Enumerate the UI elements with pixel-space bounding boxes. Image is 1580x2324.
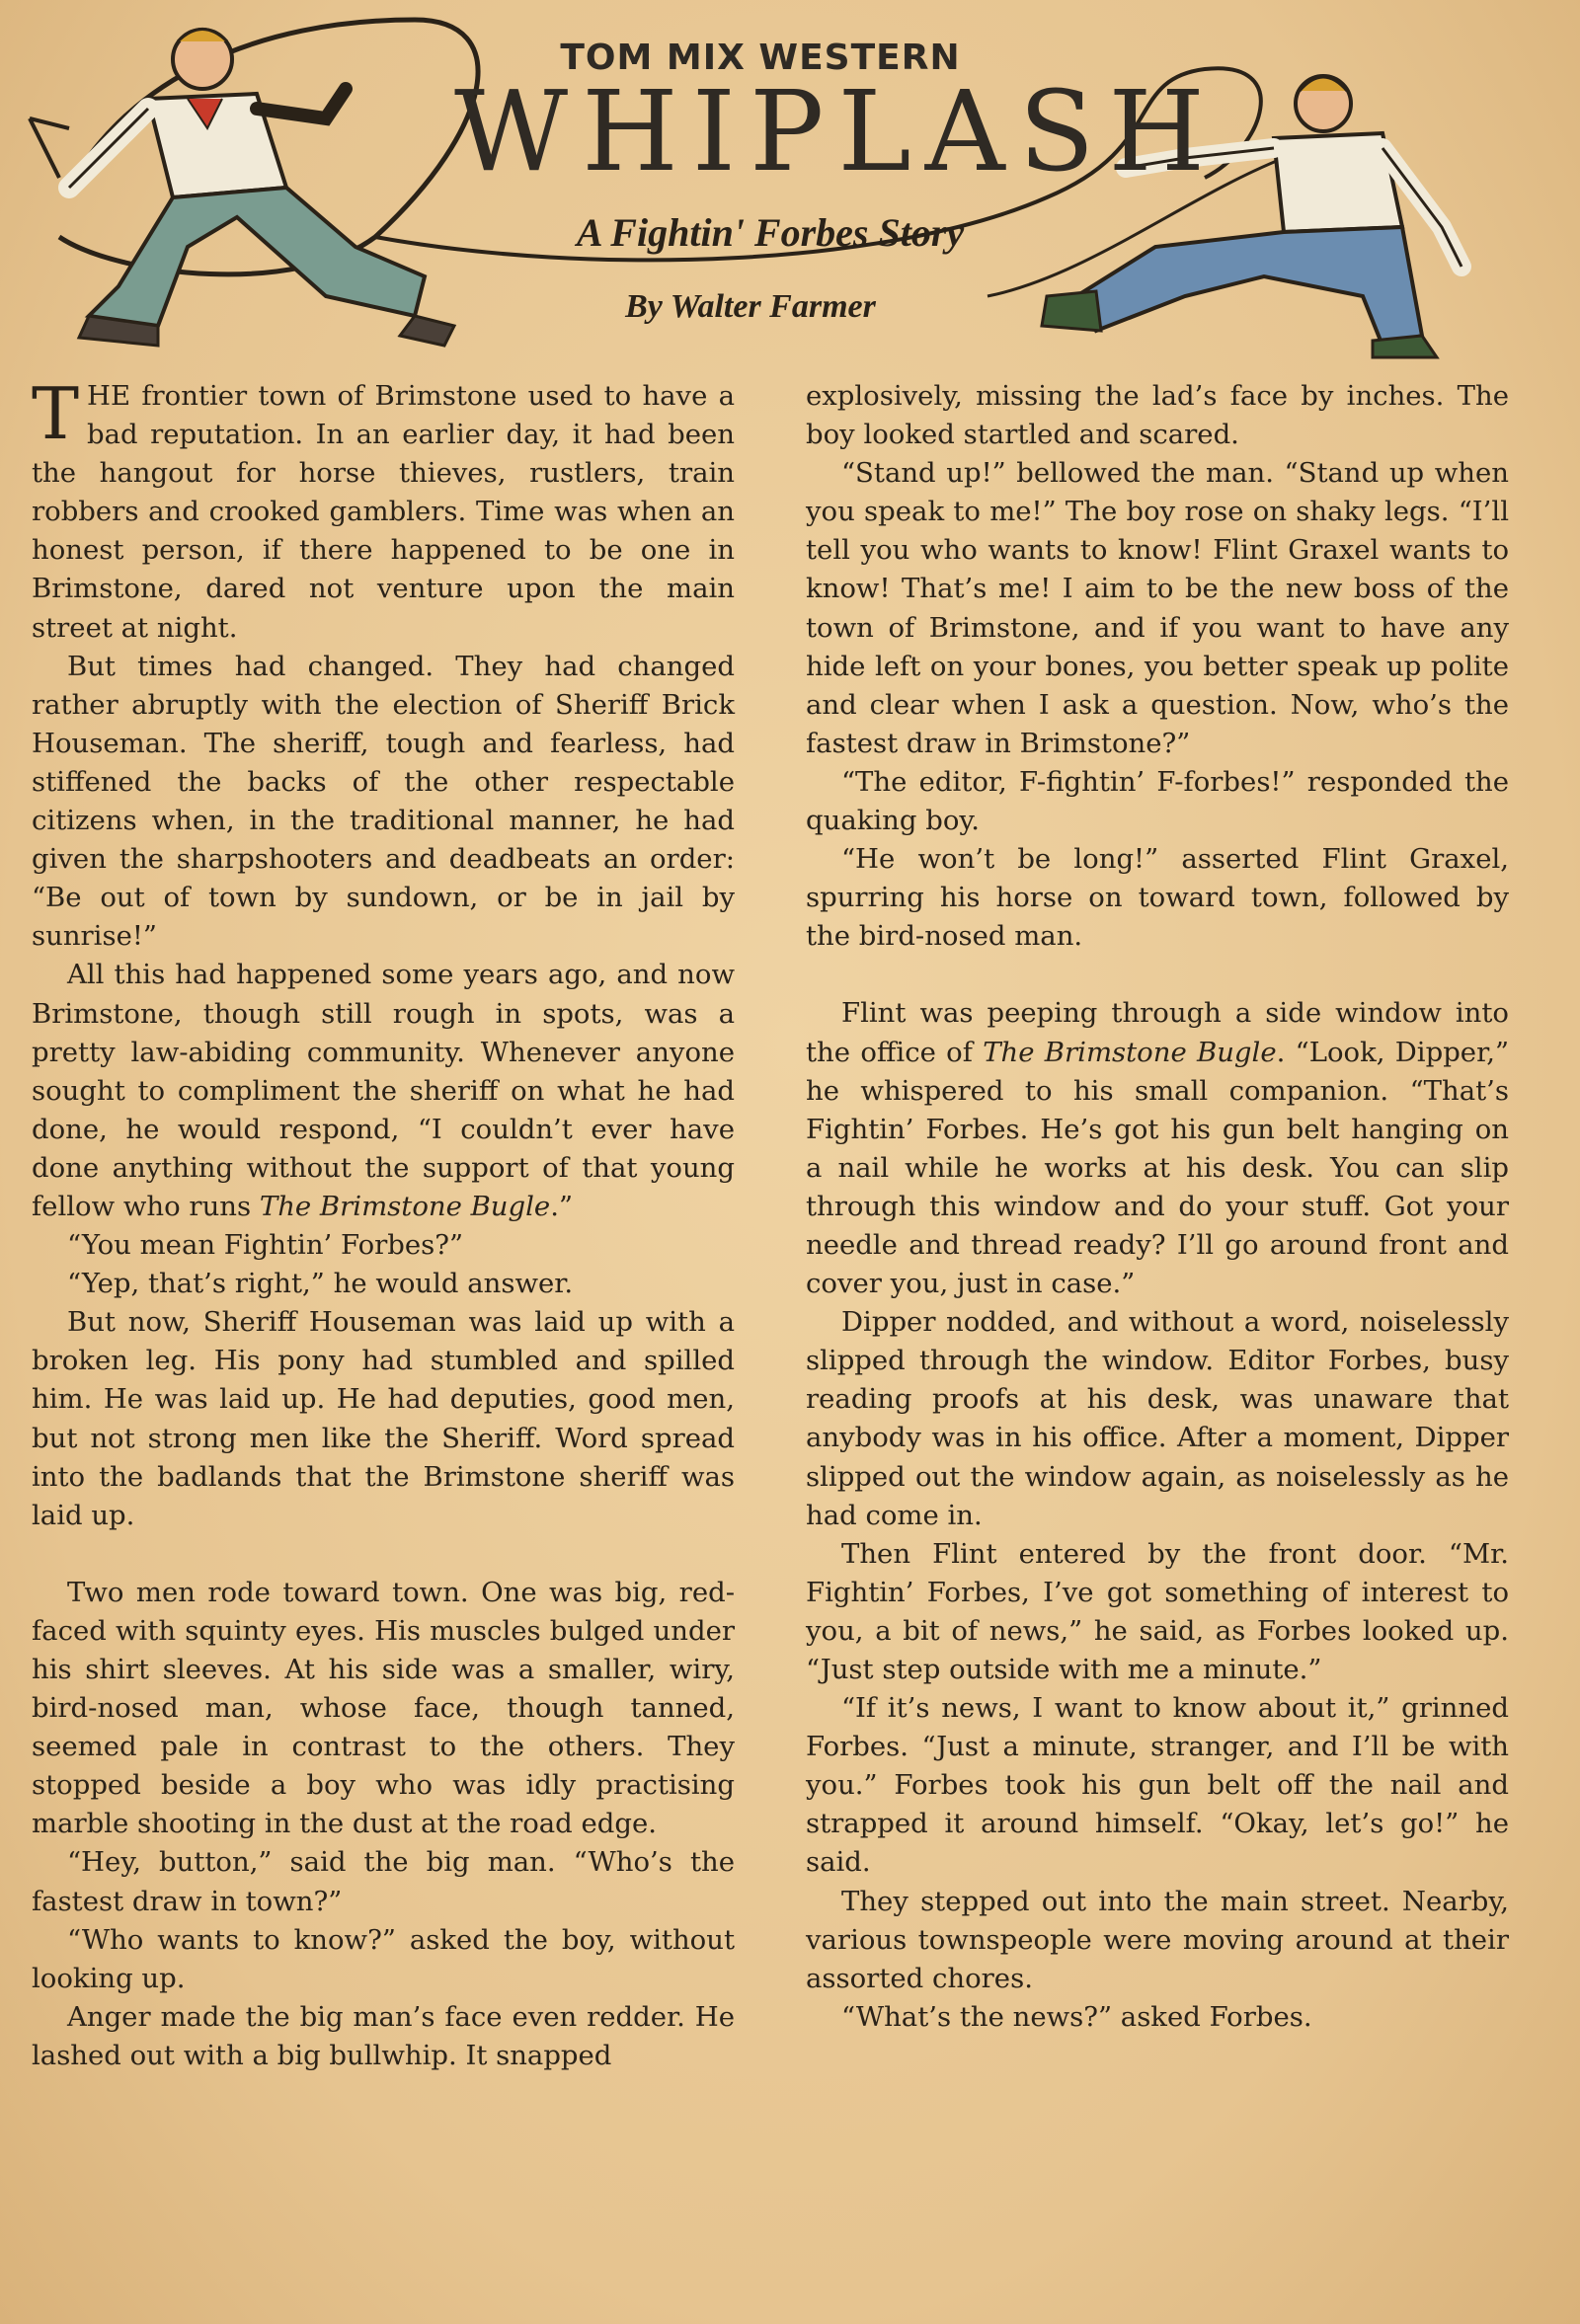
paragraph: Then Flint entered by the front door. “Mr. Fightin’ Forbes, I’ve got something of interest to you, a bit of news,” he said, as Forbes looked up. “Just step outside with me a minute.” — [806, 1537, 1509, 1685]
series-title: TOM MIX WESTERN — [560, 38, 961, 78]
story-title: WHIPLASH — [454, 68, 1220, 196]
newspaper-name: The Brimstone Bugle — [259, 1190, 551, 1222]
story-subtitle: A Fightin' Forbes Story — [576, 210, 965, 255]
drop-cap: T — [32, 372, 80, 455]
paragraph: “What’s the news?” asked Forbes. — [841, 2000, 1312, 2033]
paragraph: “The editor, F-fightin’ F-forbes!” responded the quaking boy. — [806, 765, 1509, 837]
paragraph: “Stand up!” bellowed the man. “Stand up when you speak to me!” The boy rose on shaky legs. “I’ll tell you who wants to know! Flint Graxel wants to know! That’s me! I aim to be the new boss of the town of Brimstone, and if you want to have any hide left on your bones, you better speak up polite and clear when I ask a question. Now, who’s the fastest draw in Brimstone?” — [806, 457, 1509, 759]
left-text-column — [32, 372, 735, 2075]
paragraph: “He won’t be long!” asserted Flint Graxel, spurring his horse on toward town, followed by the bird-nosed man. — [806, 843, 1509, 953]
paragraph: “Yep, that’s right,” he would answer. — [67, 1268, 574, 1300]
paragraph: But now, Sheriff Houseman was laid up with a broken leg. His pony had stumbled and spilled him. He was laid up. He had deputies, good men, but not strong men like the Sheriff. Word spread into the badlands that the Brimstone sheriff was laid up. — [32, 1306, 735, 1531]
paragraph: “You mean Fightin’ Forbes?” — [67, 1229, 464, 1262]
paragraph: Two men rode toward town. One was big, red-faced with squinty eyes. His muscles bulged under his shirt sleeves. At his side was a smaller, wiry, bird-nosed man, whose face, though tanned, seemed pale in contrast to the others. They stopped beside a boy who was idly practising marble shooting in the dust at the road edge. — [32, 1576, 735, 1840]
paragraph: THE frontier town of Brimstone used to have a bad reputation. In an earlier day, it had been the hangout for horse thieves, rustlers, train robbers and crooked gamblers. Time was when an honest person, if there happened to be one in Brimstone, dared not venture upon the main street at night. — [32, 372, 735, 644]
paragraph: “If it’s news, I want to know about it,” grinned Forbes. “Just a minute, stranger, and I’ll be with you.” Forbes took his gun belt off the nail and strapped it around himself. “Okay, let’s go!” he said. — [806, 1692, 1509, 1879]
paragraph: They stepped out into the main street. Nearby, various townspeople were moving around at their assorted chores. — [806, 1885, 1509, 1994]
paragraph: Dipper nodded, and without a word, noiselessly slipped through the window. Editor Forbes, busy reading proofs at his desk, was unaware that anybody was in his office. After a moment, Dipper slipped out the window again, as noiselessly as he had come in. — [806, 1306, 1509, 1531]
author-byline: By Walter Farmer — [625, 288, 876, 325]
newspaper-name: The Brimstone Bugle — [983, 1036, 1277, 1068]
paragraph: explosively, missing the lad’s face by inches. The boy looked startled and scared. — [806, 380, 1509, 451]
paragraph: Flint was peeping through a side window into the office of The Brimstone Bugle. “Look, Dipper,” he whispered to his small companion. “That’s Fightin’ Forbes. He’s got his gun belt hanging on a nail while he works at his desk. You can slip through this window and do your stuff. Got your needle and thread ready? I’ll go around front and cover you, just in case.” — [806, 997, 1509, 1300]
paragraph: Anger made the big man’s face even redder. He lashed out with a big bullwhip. It snapped — [32, 2000, 735, 2071]
right-text-column — [806, 377, 1509, 2037]
paragraph: But times had changed. They had changed rather abruptly with the election of Sheriff Brick Houseman. The sheriff, tough and fearless, had stiffened the backs of the other respectable citizens when, in the traditional manner, he had given the sharpshooters and deadbeats an order: “Be out of town by sundown, or be in jail by sunrise!” — [32, 650, 735, 953]
cowboy-figure-left — [69, 30, 454, 347]
paragraph: “Hey, button,” said the big man. “Who’s the fastest draw in town?” — [32, 1846, 735, 1917]
paragraph: All this had happened some years ago, and now Brimstone, though still rough in spots, was a pretty law-abiding community. Whenever anyone sought to compliment the sheriff on what he had done, he would respond, “I couldn’t ever have done anything without the support of that young fellow who runs The Brimstone Bugle.” — [32, 959, 735, 1222]
paragraph: “Who wants to know?” asked the boy, without looking up. — [32, 1923, 735, 1994]
story-header — [0, 0, 1580, 375]
